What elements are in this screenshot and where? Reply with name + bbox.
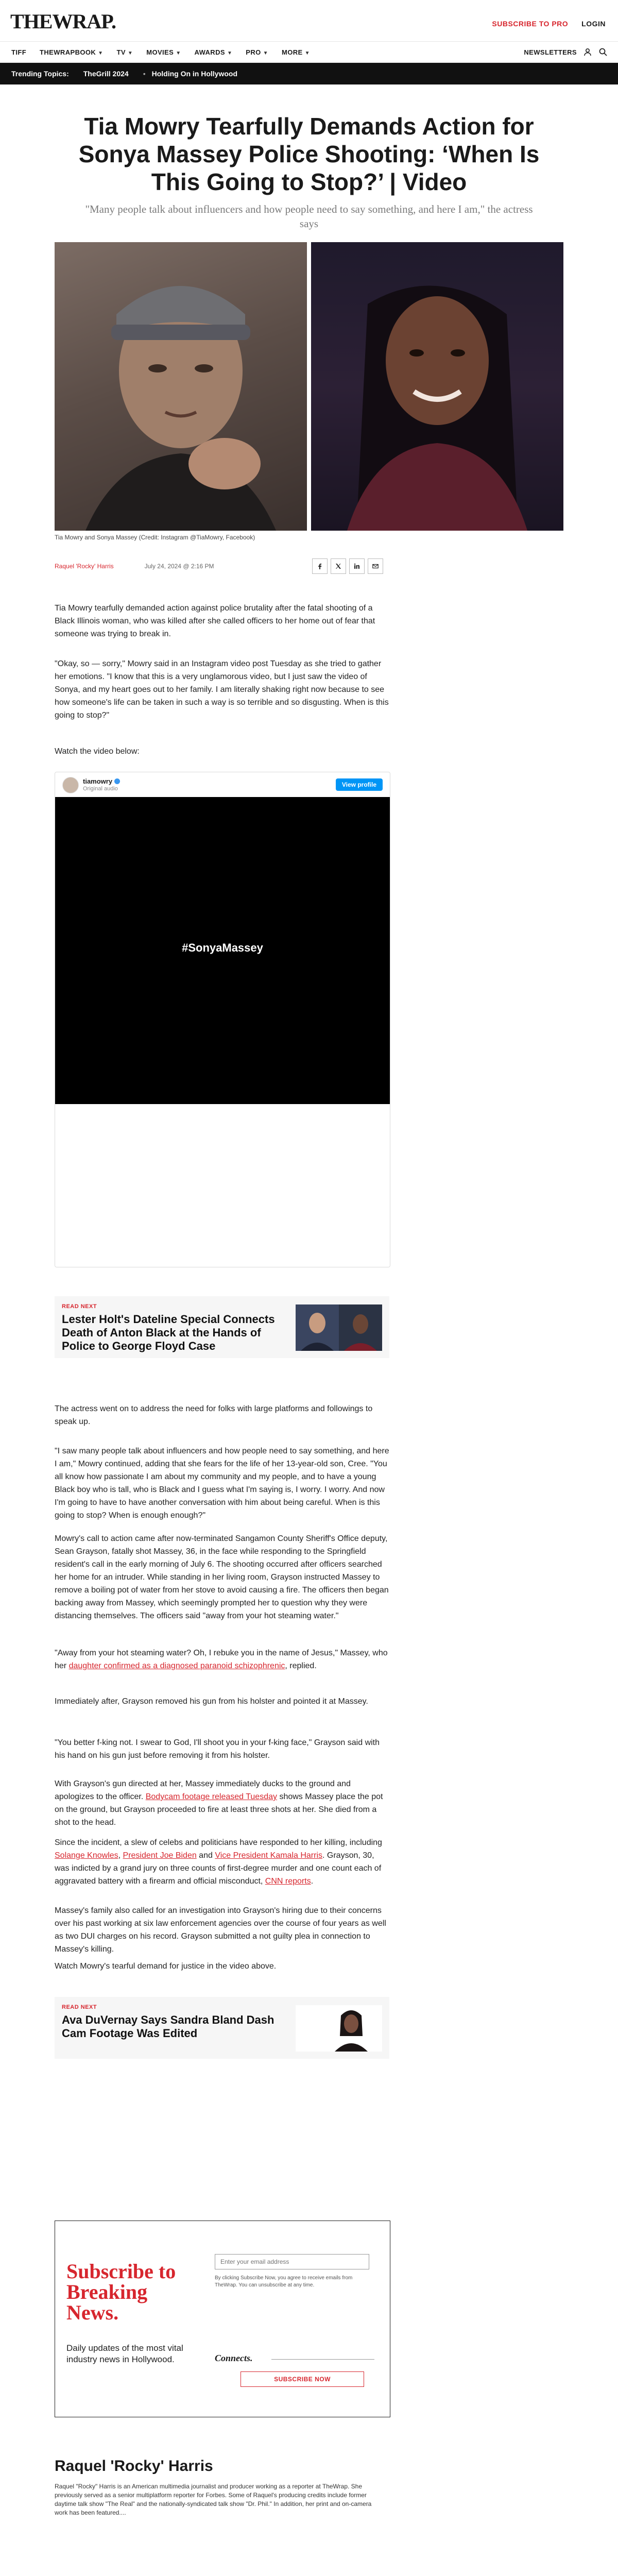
masthead [0, 0, 618, 42]
instagram-embed-header [55, 772, 390, 796]
user-icon[interactable] [583, 47, 592, 57]
verified-badge-icon [114, 778, 120, 784]
bodycam-footage-link[interactable]: Bodycam footage released Tuesday [145, 1792, 277, 1801]
article-headline: Tia Mowry Tearfully Demands Action for Sonya Massey Police Shooting: ‘When Is This Going to Stop?’ | Video [78, 113, 540, 195]
search-icon[interactable] [598, 47, 608, 57]
read-next-box[interactable] [55, 1296, 389, 1358]
solange-link[interactable]: Solange Knowles [55, 1851, 118, 1860]
instagram-video[interactable] [55, 797, 390, 1104]
read-next-box[interactable] [55, 1997, 389, 2059]
instagram-embed[interactable] [55, 772, 390, 1267]
article-dek: "Many people talk about influencers and how people need to say something, and here I am," the actress says [85, 203, 533, 230]
article-paragraph: With Grayson's gun directed at her, Massey immediately ducks to the ground and apologizes to the officer. Bodycam footage released Tuesday shows Massey place the pot on the ground, but Grayson proceeded to fire at least three shots at her. She died from a shot to the head. [55, 1780, 383, 1827]
nav-item-tv[interactable] [116, 48, 133, 56]
nav-item-movies[interactable] [146, 48, 181, 56]
main-nav-bar [0, 42, 618, 63]
hero-photo-right [311, 242, 563, 531]
linkedin-icon[interactable] [349, 558, 365, 574]
newsletter-signup [55, 2221, 390, 2417]
nav-item-label: PRO [246, 48, 261, 56]
harris-link[interactable]: Vice President Kamala Harris [215, 1851, 323, 1860]
connects-logo: Connects. [215, 2353, 253, 2363]
read-next-thumbnail[interactable] [296, 2005, 382, 2052]
nav-item-pro[interactable] [246, 48, 268, 56]
subscribe-now-button[interactable]: SUBSCRIBE NOW [241, 2371, 364, 2387]
nav-item-label: TV [116, 48, 126, 56]
share-buttons [312, 558, 383, 574]
main-nav [11, 42, 310, 62]
article-paragraph: Mowry's call to action came after now-terminated Sangamon County Sheriff's Office deputy, Sean Grayson, fatally shot Massey, 36, in the face while responding to the Springfield resident's call in the early morning of July 6. The shooting occurred after officers searched her home for an intruder. While standing in her living room, Grayson instructed Massey to remove a boiling pot of water from her stove to avoid causing a fire. The officers then began backing away from Massey, which seemingly prompted her to question why they were distancing themselves. The officers said "away from your hot steaming water." [55, 1534, 389, 1620]
newsletter-title: Subscribe to Breaking News. [66, 2260, 176, 2324]
read-next-title[interactable]: Ava DuVernay Says Sandra Bland Dash Cam Footage Was Edited [62, 2013, 274, 2040]
chevron-down-icon: ▼ [227, 50, 233, 56]
nav-item-awards[interactable] [195, 48, 233, 56]
chevron-down-icon: ▼ [127, 50, 133, 56]
author-box-bio: Raquel "Rocky" Harris is an American multimedia journalist and producer working as a reporter at TheWrap. She previously served as a senior multiplatform reporter for Forbes. Some of Raquel's producing credits include former daytime talk show "The Real" and the nationally-syndicated talk show "Dr. Phil." In addition, her print and on-camera work has been featured.... [55, 2483, 372, 2516]
nav-item-label: MORE [281, 48, 303, 56]
article-paragraph: "Away from your hot steaming water? Oh, I rebuke you in the name of Jesus," Massey, who her daughter confirmed as a diagnosed paranoid schizophrenic, replied. [55, 1649, 388, 1670]
login-link[interactable]: LOGIN [581, 20, 606, 28]
instagram-subtitle: Original audio [83, 786, 118, 792]
video-hashtag: #SonyaMassey [182, 941, 263, 954]
hero-image [55, 242, 563, 531]
divider [271, 2359, 374, 2360]
nav-item-tiff[interactable] [11, 48, 26, 56]
trending-label: Trending Topics: [11, 70, 69, 78]
biden-link[interactable]: President Joe Biden [123, 1851, 197, 1860]
nav-item-label: AWARDS [194, 48, 225, 56]
nav-right [524, 42, 608, 62]
article-paragraph: The actress went on to address the need for folks with large platforms and followings to speak up. [55, 1404, 373, 1426]
chevron-down-icon: ▼ [263, 50, 268, 56]
article-paragraph: Immediately after, Grayson removed his gun from his holster and pointed it at Massey. [55, 1697, 368, 1706]
author-box-name[interactable]: Raquel 'Rocky' Harris [55, 2458, 213, 2475]
article-paragraph: Massey's family also called for an investigation into Grayson's hiring due to their concerns over his past working at six law enforcement agencies over the course of four years as well as two DUI charges on his record. Grayson submitted a not guilty plea in connection to Massey's killing. [55, 1906, 386, 1954]
article-paragraph: Tia Mowry tearfully demanded action against police brutality after the fatal shooting of a Black Illinois woman, who was killed after she called officers to her home out of fear that someone was trying to break in. [55, 604, 375, 638]
account-links [492, 20, 606, 28]
email-icon[interactable] [368, 558, 383, 574]
nav-item-label: TIFF [11, 48, 27, 56]
daughter-confirmed-link[interactable]: daughter confirmed as a diagnosed paranoid schizophrenic [68, 1662, 285, 1670]
twitter-icon[interactable] [331, 558, 346, 574]
nav-item-label: MOVIES [146, 48, 174, 56]
article-paragraph: Since the incident, a slew of celebs and politicians have responded to her killing, including Solange Knowles, President Joe Biden and Vice President Kamala Harris. Grayson, 30, was indicted by a grand jury on three counts of first-degree murder and one count each of aggravated battery with a firearm and official misconduct, CNN reports. [55, 1838, 382, 1886]
facebook-icon[interactable] [312, 558, 328, 574]
read-next-label: READ NEXT [62, 2004, 97, 2010]
newsletter-description: Daily updates of the most vital industry news in Hollywood. [66, 2343, 183, 2364]
chevron-down-icon: ▼ [98, 50, 104, 56]
trending-item[interactable]: TheGrill 2024 [83, 70, 129, 78]
hero-photo-left [55, 242, 307, 531]
nav-item-thewrapbook[interactable] [40, 48, 103, 56]
nav-item-label: THEWRAPBOOK [40, 48, 96, 56]
read-next-label: READ NEXT [62, 1303, 97, 1310]
article-paragraph: "You better f-king not. I swear to God, I'll shoot you in your f-king face," Grayson said with his hand on his gun just before removing it from his holster. [55, 1738, 380, 1760]
trending-separator: • [143, 70, 146, 78]
article-paragraph: "Okay, so — sorry," Mowry said in an Instagram video post Tuesday as she tried to gather her emotions. "I know that this is a very unglamorous video, but I just saw the video of Sonya, and my heart goes out to her family. I am literally shaking right now because to see how someone's life can be taken in such a way is so terrible and so disgusting. When is this going to stop?" [55, 659, 389, 720]
nav-item-more[interactable] [282, 48, 310, 56]
trending-bar [0, 63, 618, 84]
cnn-reports-link[interactable]: CNN reports [265, 1877, 311, 1886]
email-field[interactable] [215, 2254, 369, 2269]
instagram-username[interactable]: tiamowry [83, 777, 120, 785]
publish-date: July 24, 2024 @ 2:16 PM [144, 563, 214, 570]
trending-item[interactable]: Holding On in Hollywood [151, 70, 238, 78]
article-paragraph: Watch Mowry's tearful demand for justice in the video above. [55, 1962, 277, 1971]
image-caption: Tia Mowry and Sonya Massey (Credit: Instagram @TiaMowry, Facebook) [55, 534, 255, 541]
newsletters-link[interactable]: NEWSLETTERS [524, 48, 577, 56]
site-logo[interactable]: THEWRAP. [10, 10, 116, 33]
read-next-title[interactable]: Lester Holt's Dateline Special Connects Death of Anton Black at the Hands of Police to George Floyd Case [62, 1313, 275, 1352]
newsletter-consent: By clicking Subscribe Now, you agree to receive emails from TheWrap. You can unsubscribe at any time. [215, 2275, 353, 2288]
author-link[interactable]: Raquel 'Rocky' Harris [55, 563, 114, 570]
article-paragraph: Watch the video below: [55, 747, 140, 756]
avatar[interactable] [62, 777, 79, 793]
subscribe-pro-link[interactable]: SUBSCRIBE TO PRO [492, 20, 569, 28]
read-next-thumbnail[interactable] [296, 1304, 382, 1351]
chevron-down-icon: ▼ [304, 50, 310, 56]
view-profile-button[interactable]: View profile [336, 778, 383, 791]
chevron-down-icon: ▼ [176, 50, 181, 56]
article-paragraph: "I saw many people talk about influencers and how people need to say something, and here I am," Mowry continued, adding that she fears for the life of her 13-year-old son, Cree. "You all know how passionate I am about my community and my people, and to have a young Black boy who is tall, who is Black and I guess what I'm saying is, I worry. I worry. And now I'm going to have to have another conversation with him about being careful. When is this going to stop? When is enough enough?" [55, 1447, 389, 1520]
